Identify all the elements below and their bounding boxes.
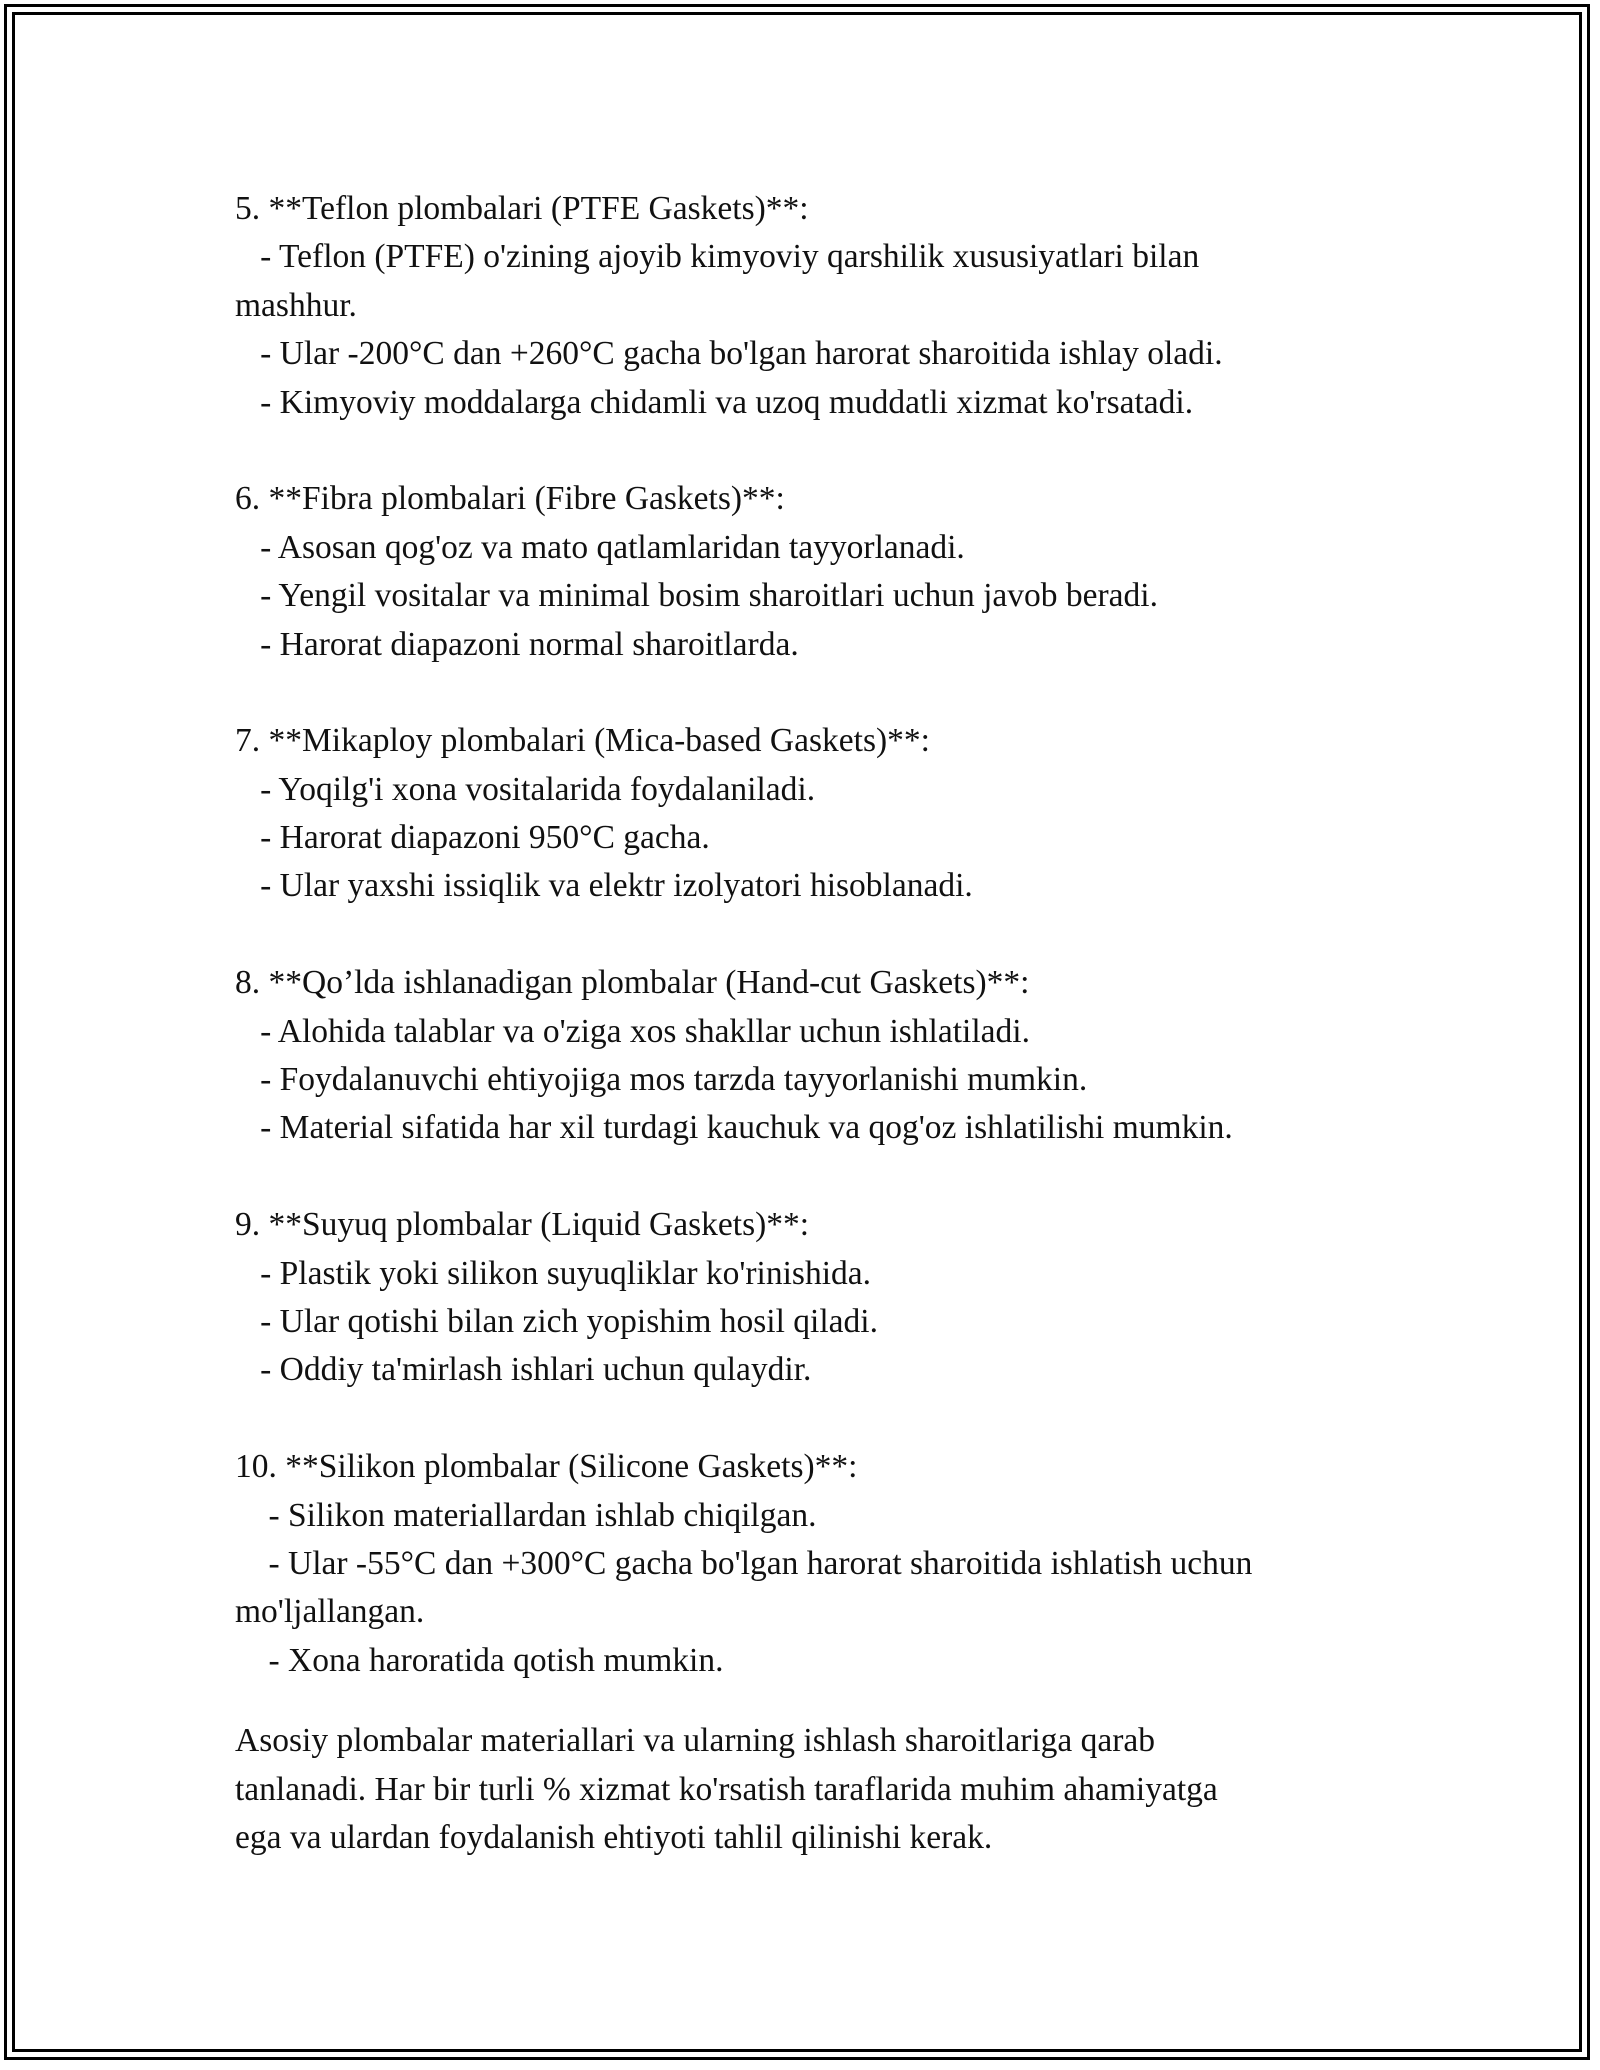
bullet-line: - Material sifatida har xil turdagi kauchuk va qog'oz ishlatilishi mumkin.	[235, 1109, 1233, 1147]
bullet-line: - Teflon (PTFE) o'zining ajoyib kimyoviy qarshilik xususiyatlari bilan	[235, 238, 1200, 276]
section-heading: 5. **Teflon plombalari (PTFE Gaskets)**:	[235, 190, 809, 227]
section-9	[235, 1201, 1365, 1395]
paragraph-gap	[235, 1395, 1365, 1443]
bullet-line: - Oddiy ta'mirlash ishlari uchun qulaydir.	[235, 1351, 812, 1389]
section-heading: 7. **Mikaploy plombalari (Mica-based Gaskets)**:	[235, 722, 930, 760]
bullet-line: - Kimyoviy moddalarga chidamli va uzoq muddatli xizmat ko'rsatadi.	[235, 383, 1194, 421]
conclusion-line: tanlanadi. Har bir turli % xizmat ko'rsatish taraflarida muhim ahamiyatga	[235, 1770, 1218, 1808]
conclusion-line: Asosiy plombalar materiallari va ularning ishlash sharoitlariga qarab	[235, 1722, 1156, 1760]
paragraph-gap	[235, 427, 1365, 475]
section-heading: 8. **Qo’lda ishlanadigan plombalar (Hand-cut Gaskets)**:	[235, 964, 1030, 1002]
bullet-line: - Alohida talablar va o'ziga xos shakllar uchun ishlatiladi.	[235, 1012, 1030, 1050]
bullet-continuation: mo'ljallangan.	[235, 1593, 425, 1631]
document-body	[235, 185, 1365, 1862]
bullet-line: - Harorat diapazoni normal sharoitlarda.	[235, 625, 799, 663]
section-heading: 10. **Silikon plombalar (Silicone Gaskets)**:	[235, 1448, 858, 1486]
bullet-line: - Ular qotishi bilan zich yopishim hosil qiladi.	[235, 1302, 878, 1340]
section-5	[235, 185, 1365, 427]
section-10	[235, 1443, 1365, 1685]
section-7	[235, 717, 1365, 911]
bullet-line: - Harorat diapazoni 950°C gacha.	[235, 819, 710, 857]
bullet-continuation: mashhur.	[235, 286, 357, 324]
paragraph-gap	[235, 1153, 1365, 1201]
section-heading: 6. **Fibra plombalari (Fibre Gaskets)**:	[235, 480, 785, 518]
bullet-line: - Ular -55°C dan +300°C gacha bo'lgan harorat sharoitida ishlatish uchun	[235, 1544, 1253, 1582]
paragraph-gap	[235, 669, 1365, 717]
paragraph-gap	[235, 911, 1365, 959]
bullet-line: - Silikon materiallardan ishlab chiqilgan.	[235, 1496, 817, 1534]
conclusion-paragraph	[235, 1717, 1365, 1862]
bullet-line: - Xona haroratida qotish mumkin.	[235, 1641, 724, 1679]
bullet-line: - Foydalanuvchi ehtiyojiga mos tarzda tayyorlanishi mumkin.	[235, 1061, 1088, 1099]
conclusion-line: ega va ulardan foydalanish ehtiyoti tahlil qilinishi kerak.	[235, 1818, 993, 1856]
bullet-line: - Asosan qog'oz va mato qatlamlaridan tayyorlanadi.	[235, 528, 965, 566]
bullet-line: - Ular -200°C dan +260°C gacha bo'lgan harorat sharoitida ishlay oladi.	[235, 335, 1223, 373]
section-8	[235, 959, 1365, 1153]
bullet-line: - Ular yaxshi issiqlik va elektr izolyatori hisoblanadi.	[235, 867, 973, 905]
bullet-line: - Yoqilg'i xona vositalarida foydalaniladi.	[235, 770, 816, 808]
section-heading: 9. **Suyuq plombalar (Liquid Gaskets)**:	[235, 1206, 810, 1244]
section-6	[235, 475, 1365, 669]
bullet-line: - Plastik yoki silikon suyuqliklar ko'rinishida.	[235, 1254, 872, 1292]
paragraph-gap	[235, 1685, 1365, 1717]
bullet-line: - Yengil vositalar va minimal bosim sharoitlari uchun javob beradi.	[235, 577, 1158, 615]
